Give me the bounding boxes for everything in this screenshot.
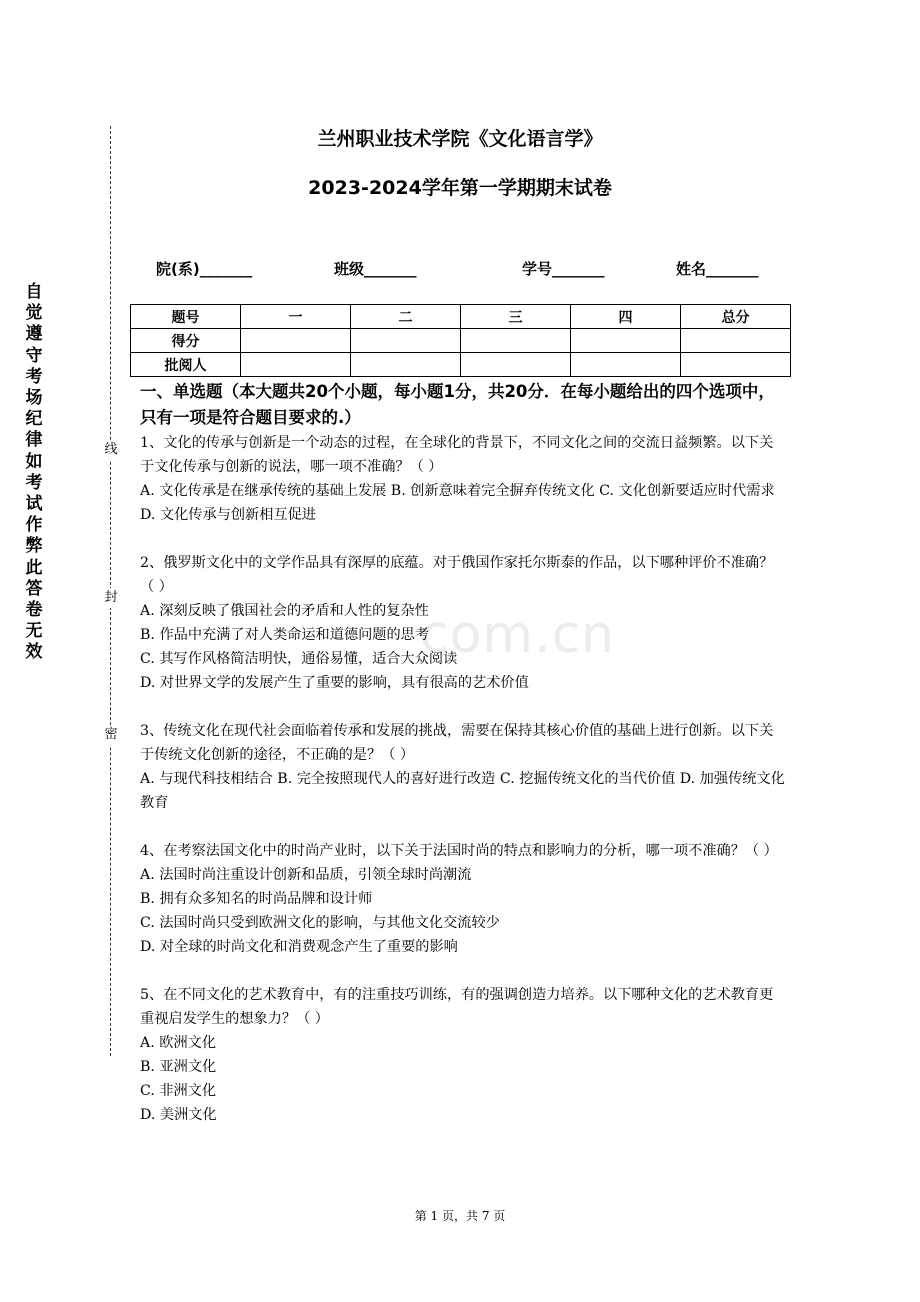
question-stem: 2、俄罗斯文化中的文学作品具有深厚的底蕴。对于俄国作家托尔斯泰的作品，以下哪种评价不准确？（ ） [140,555,774,595]
grader-cell [241,353,351,377]
option-d: D. 对全球的时尚文化和消费观念产生了重要的影响 [140,939,458,955]
option-a: A. 深刻反映了俄国社会的矛盾和人性的复杂性 [140,603,429,619]
score-cell [241,329,351,353]
question-stem: 4、在考察法国文化中的时尚产业时，以下关于法国时尚的特点和影响力的分析，哪一项不准确？（ ） [140,843,778,859]
grader-cell [681,353,791,377]
grader-cell [461,353,571,377]
grader-cell [571,353,681,377]
header-cell: 一 [241,305,351,329]
option-c: C. 非洲文化 [140,1083,217,1099]
exam-content [140,379,785,1151]
score-cell [461,329,571,353]
question-3 [140,719,785,815]
binding-char-seal: 封 [102,588,120,608]
option-b: B. 亚洲文化 [140,1059,217,1075]
score-cell [351,329,461,353]
question-options: A. 与现代科技相结合 B. 完全按照现代人的喜好进行改造 C. 挖掘传统文化的当代价值 D. 加强传统文化教育 [140,771,785,811]
option-d: D. 对世界文学的发展产生了重要的影响，具有很高的艺术价值 [140,675,529,691]
header-cell: 总分 [681,305,791,329]
grader-row [131,353,791,377]
section-heading: 一、单选题（本大题共20个小题，每小题1分，共20分．在每小题给出的四个选项中，只有一项是符合题目要求的.） [140,382,775,427]
score-table-header-row [131,305,791,329]
option-c: C. 法国时尚只受到欧洲文化的影响，与其他文化交流较少 [140,915,500,931]
option-a: A. 欧洲文化 [140,1035,217,1051]
binding-char-line: 线 [102,440,120,460]
option-c: C. 其写作风格简洁明快，通俗易懂，适合大众阅读 [140,651,458,667]
option-a: A. 法国时尚注重设计创新和品质，引领全球时尚潮流 [140,867,472,883]
score-table [130,304,791,377]
question-options: A. 文化传承是在继承传统的基础上发展 B. 创新意味着完全摒弃传统文化 C. 文化创新要适应时代需求 D. 文化传承与创新相互促进 [140,483,775,523]
header-cell: 三 [461,305,571,329]
row-label: 批阅人 [131,353,241,377]
class-field-label: 班级_______ [334,260,417,278]
grader-cell [351,353,461,377]
question-stem: 3、传统文化在现代社会面临着传承和发展的挑战，需要在保持其核心价值的基础上进行创新。以下关于传统文化创新的途径，不正确的是？（ ） [140,723,774,763]
question-5 [140,983,785,1127]
watermark: com.cn [420,605,616,665]
option-b: B. 拥有众多知名的时尚品牌和设计师 [140,891,373,907]
exam-title-school: 兰州职业技术学院《文化语言学》 [317,128,603,150]
binding-char-secret: 密 [102,725,120,745]
score-cell [681,329,791,353]
exam-discipline-notice: 自觉遵守考场纪律如考试作弊此答卷无效 [25,282,43,663]
option-d: D. 美洲文化 [140,1107,217,1123]
header-cell: 二 [351,305,461,329]
question-stem: 5、在不同文化的艺术教育中，有的注重技巧训练，有的强调创造力培养。以下哪种文化的艺术教育更重视启发学生的想象力？（ ） [140,987,774,1027]
name-field-label: 姓名_______ [676,260,759,278]
score-cell [571,329,681,353]
question-4 [140,839,785,959]
option-b: B. 作品中充满了对人类命运和道德问题的思考 [140,627,430,643]
question-stem: 1、文化的传承与创新是一个动态的过程，在全球化的背景下，不同文化之间的交流日益频繁。以下关于文化传承与创新的说法，哪一项不准确？（ ） [140,435,774,475]
page-number: 第 1 页，共 7 页 [414,1209,506,1223]
header-cell: 四 [571,305,681,329]
score-row [131,329,791,353]
dept-field-label: 院(系)_______ [156,260,253,278]
exam-title-term: 2023-2024学年第一学期期末试卷 [308,177,612,199]
question-2 [140,551,785,695]
question-1 [140,431,785,527]
row-label: 得分 [131,329,241,353]
header-cell: 题号 [131,305,241,329]
student-id-field-label: 学号_______ [522,260,605,278]
